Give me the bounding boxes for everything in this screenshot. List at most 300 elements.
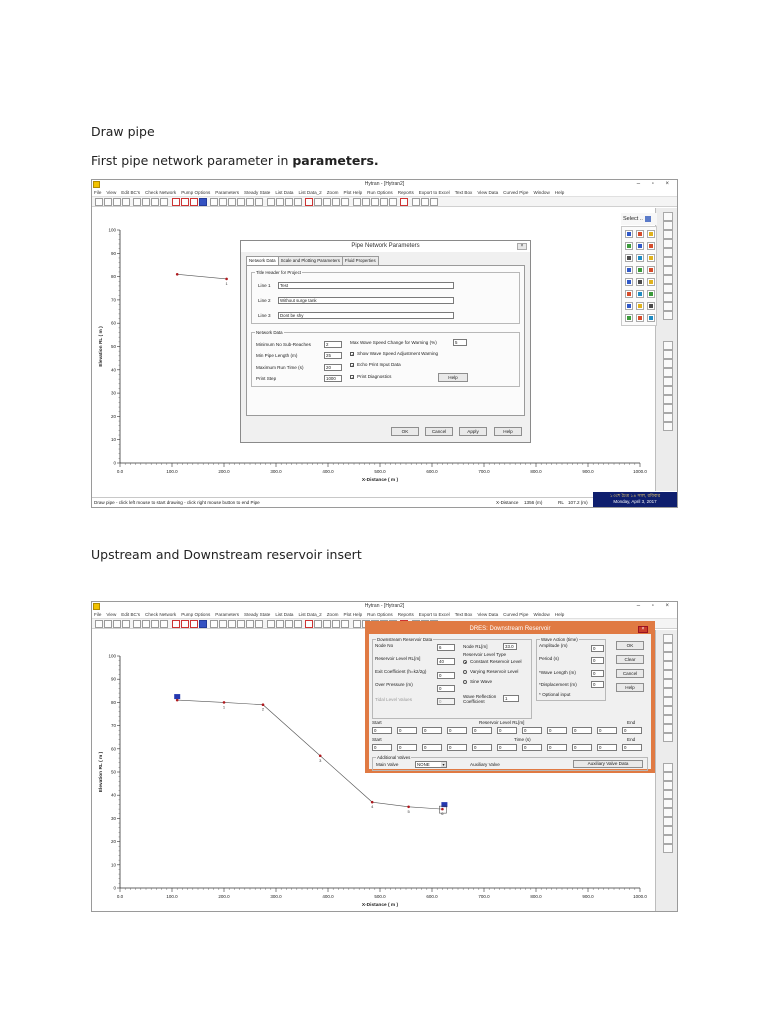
y-tick-label: 0 xyxy=(113,885,116,891)
toolbar-tool-icon[interactable] xyxy=(228,620,236,628)
window-controls[interactable]: – ▫ × xyxy=(636,181,674,187)
line3-field[interactable]: Dont be shy xyxy=(278,312,454,319)
toolbar-tool-icon[interactable] xyxy=(389,198,397,206)
toolbar-tool-icon[interactable] xyxy=(332,198,340,206)
palette-element-icon[interactable] xyxy=(625,254,633,262)
y-tick-label: 30 xyxy=(110,815,116,821)
table-cell[interactable]: 0 xyxy=(522,744,542,751)
menu-item[interactable]: Pump Options xyxy=(181,612,211,617)
main-valve-select[interactable]: NONE ▾ xyxy=(415,761,447,768)
toolbar-tool-icon[interactable] xyxy=(294,620,302,628)
y-tick-label: 80 xyxy=(110,699,116,705)
toolbar-tool-icon[interactable] xyxy=(181,198,189,206)
print-diagnostics-label: Print Diagnostics xyxy=(357,374,392,379)
toolbar-tool-icon[interactable] xyxy=(314,198,322,206)
side-tool-icon[interactable] xyxy=(663,212,673,221)
toolbar-tool-icon[interactable] xyxy=(181,620,189,628)
toolbar-tool-icon[interactable] xyxy=(380,198,388,206)
side-tool-icon[interactable] xyxy=(663,257,673,266)
side-tool-icon[interactable] xyxy=(663,275,673,284)
menu-item[interactable]: Run Options xyxy=(367,612,393,617)
menu-item[interactable]: View xyxy=(106,190,117,195)
x-tick-label: 200.0 xyxy=(218,894,230,899)
group-title: Network Data xyxy=(256,330,283,335)
cancel-button[interactable]: Cancel xyxy=(425,427,453,436)
x-tick-label: 100.0 xyxy=(166,469,178,474)
palette-element-icon[interactable] xyxy=(636,278,644,286)
print-step-label: Print Step xyxy=(256,376,277,381)
y-tick-label: 40 xyxy=(110,367,116,373)
toolbar-tool-icon[interactable] xyxy=(255,620,263,628)
side-tool-icon[interactable] xyxy=(663,248,673,257)
palette-element-icon[interactable] xyxy=(647,290,655,298)
menu-item[interactable]: Help xyxy=(554,612,565,617)
network-data-group xyxy=(251,332,520,387)
tab-pane xyxy=(246,265,525,416)
menu-item[interactable]: Zoom xyxy=(326,190,339,195)
toolbar-tool-icon[interactable] xyxy=(332,620,340,628)
ok-button[interactable]: OK xyxy=(391,427,419,436)
toolbar-tool-icon[interactable] xyxy=(151,198,159,206)
toolbar-tool-icon[interactable] xyxy=(228,198,236,206)
palette-glyph-icon xyxy=(649,232,653,236)
toolbar-tool-icon[interactable] xyxy=(353,620,361,628)
table-cell[interactable]: 0 xyxy=(622,744,642,751)
palette-element-icon[interactable] xyxy=(636,242,644,250)
wave-reflection-field[interactable]: 1 xyxy=(503,695,519,702)
toolbar-tool-icon[interactable] xyxy=(314,620,322,628)
toolbar-tool-icon[interactable] xyxy=(400,198,408,206)
table-cell[interactable]: 0 xyxy=(572,744,592,751)
node-label: 4 xyxy=(371,804,374,810)
x-tick-label: 100.0 xyxy=(166,894,178,899)
title-header-group xyxy=(251,272,520,324)
side-tool-icon[interactable] xyxy=(663,781,673,790)
menu-item[interactable]: Check Network xyxy=(145,612,177,617)
toolbar-tool-icon[interactable] xyxy=(113,198,121,206)
toolbar-tool-icon[interactable] xyxy=(122,620,130,628)
palette-glyph-icon xyxy=(627,268,631,272)
palette-glyph-icon xyxy=(638,304,642,308)
toolbar-tool-icon[interactable] xyxy=(122,198,130,206)
side-tool-icon[interactable] xyxy=(663,368,673,377)
side-tool-icon[interactable] xyxy=(663,679,673,688)
max-run-time-field[interactable]: 20 xyxy=(324,364,342,371)
tidal-level-field[interactable]: 0 xyxy=(437,698,455,705)
pipe-node xyxy=(223,701,226,704)
palette-element-icon[interactable] xyxy=(625,230,633,238)
y-tick-label: 30 xyxy=(110,390,116,396)
y-tick-label: 50 xyxy=(110,769,116,775)
toolbar-tool-icon[interactable] xyxy=(341,620,349,628)
cancel-button[interactable]: Cancel xyxy=(616,669,644,678)
table-cell[interactable]: 0 xyxy=(622,727,642,734)
menu-item[interactable]: List Data xyxy=(275,190,294,195)
palette-element-icon[interactable] xyxy=(647,254,655,262)
side-tool-icon[interactable] xyxy=(663,835,673,844)
palette-element-icon[interactable] xyxy=(636,254,644,262)
menu-item[interactable]: Export to Excel xyxy=(418,612,450,617)
reservoir-level-field[interactable]: 40 xyxy=(437,658,455,665)
menu-item[interactable]: Steady State xyxy=(244,612,271,617)
toolbar-tool-icon[interactable] xyxy=(255,198,263,206)
toolbar-tool-icon[interactable] xyxy=(267,198,275,206)
menu-item[interactable]: Reports xyxy=(397,190,414,195)
toolbar-tool-icon[interactable] xyxy=(190,198,198,206)
group-title: Wave Action (time) xyxy=(541,637,578,642)
toolbar-tool-icon[interactable] xyxy=(246,620,254,628)
toolbar-tool-icon[interactable] xyxy=(285,620,293,628)
side-tool-icon[interactable] xyxy=(663,844,673,853)
toolbar xyxy=(92,196,677,207)
palette-element-icon[interactable] xyxy=(636,290,644,298)
toolbar-tool-icon[interactable] xyxy=(160,620,168,628)
toolbar-tool-icon[interactable] xyxy=(276,620,284,628)
toolbar-tool-icon[interactable] xyxy=(305,620,313,628)
menu-item[interactable]: Check Network xyxy=(145,190,177,195)
palette-element-icon[interactable] xyxy=(647,230,655,238)
tab-fluid-properties[interactable]: Fluid Properties xyxy=(342,256,379,265)
side-tool-icon[interactable] xyxy=(663,311,673,320)
menu-item[interactable]: Plot Help xyxy=(343,612,363,617)
menu-item[interactable]: List Data xyxy=(275,612,294,617)
heading-draw-pipe: Draw pipe xyxy=(91,124,155,139)
menu-item[interactable]: View xyxy=(106,612,117,617)
palette-glyph-icon xyxy=(649,268,653,272)
echo-print-checkbox[interactable]: ✓ xyxy=(351,363,355,368)
menu-item[interactable]: Run Options xyxy=(367,190,393,195)
period-field[interactable]: 0 xyxy=(591,657,604,664)
toolbar-tool-icon[interactable] xyxy=(142,198,150,206)
side-tool-icon[interactable] xyxy=(663,772,673,781)
palette-glyph-icon xyxy=(649,292,653,296)
toolbar-tool-icon[interactable] xyxy=(237,620,245,628)
x-tick-label: 400.0 xyxy=(322,469,334,474)
chevron-down-icon[interactable]: ▾ xyxy=(442,762,445,767)
palette-element-icon[interactable] xyxy=(625,266,633,274)
palette-glyph-icon xyxy=(649,280,653,284)
x-tick-label: 800.0 xyxy=(530,894,542,899)
toolbar-tool-icon[interactable] xyxy=(104,620,112,628)
menu-item[interactable]: View Data xyxy=(477,612,499,617)
side-tool-icon[interactable] xyxy=(663,661,673,670)
side-tool-icon[interactable] xyxy=(663,422,673,431)
menu-item[interactable]: File xyxy=(94,612,102,617)
table-cell[interactable]: 0 xyxy=(422,727,442,734)
start-label: Start xyxy=(372,720,382,725)
table-cell[interactable]: 0 xyxy=(397,727,417,734)
side-tool-icon[interactable] xyxy=(663,230,673,239)
menu-item[interactable]: Pump Options xyxy=(181,190,211,195)
palette-element-icon[interactable] xyxy=(647,242,655,250)
over-pressure-field[interactable]: 0 xyxy=(437,685,455,692)
select-label[interactable]: Select .. xyxy=(621,213,657,225)
menu-item[interactable]: Window xyxy=(533,612,550,617)
palette-element-icon[interactable] xyxy=(636,230,644,238)
menu-item[interactable]: Curved Pipe xyxy=(503,190,529,195)
min-sub-reaches-field[interactable]: 2 xyxy=(324,341,342,348)
palette-element-icon[interactable] xyxy=(625,278,633,286)
help-button[interactable]: Help xyxy=(494,427,522,436)
varying-level-radio[interactable] xyxy=(463,670,467,674)
pipe-node xyxy=(176,273,179,276)
x-tick-label: 700.0 xyxy=(478,894,490,899)
side-tool-icon[interactable] xyxy=(663,697,673,706)
table-cell[interactable]: 0 xyxy=(422,744,442,751)
x-axis-title: X-Distance ( m ) xyxy=(361,478,399,483)
main-valve-label: Main Valve xyxy=(376,762,399,767)
y-tick-label: 10 xyxy=(110,437,116,443)
toolbar-tool-icon[interactable] xyxy=(412,198,420,206)
node-rl-field[interactable]: 33.0 xyxy=(503,643,517,650)
side-tool-icon[interactable] xyxy=(663,284,673,293)
tab-network-data[interactable]: Network Data xyxy=(246,256,279,265)
menu-item[interactable]: Reports xyxy=(397,612,414,617)
node-label: 5 xyxy=(407,808,410,814)
side-tool-icon[interactable] xyxy=(663,688,673,697)
side-tool-icon[interactable] xyxy=(663,817,673,826)
side-tool-icon[interactable] xyxy=(663,221,673,230)
dialog-title: Pipe Network Parameters × xyxy=(241,241,530,252)
side-tool-icon[interactable] xyxy=(663,404,673,413)
line2-field[interactable]: Without surge tank xyxy=(278,297,454,304)
y-tick-label: 40 xyxy=(110,792,116,798)
close-icon[interactable]: × xyxy=(638,626,648,633)
toolbar-tool-icon[interactable] xyxy=(210,198,218,206)
menu-item[interactable]: Parameters xyxy=(215,190,240,195)
table-cell[interactable]: 0 xyxy=(522,727,542,734)
paragraph-parameters xyxy=(91,153,379,168)
table-cell[interactable]: 0 xyxy=(547,744,567,751)
side-tool-icon[interactable] xyxy=(663,377,673,386)
wave-length-field[interactable]: 0 xyxy=(591,670,604,677)
min-pipe-length-field[interactable]: 25 xyxy=(324,352,342,359)
table-cell[interactable]: 0 xyxy=(372,744,392,751)
toolbar-tool-icon[interactable] xyxy=(95,198,103,206)
side-tool-icon[interactable] xyxy=(663,790,673,799)
toolbar-tool-icon[interactable] xyxy=(276,198,284,206)
toolbar-tool-icon[interactable] xyxy=(172,198,180,206)
palette-glyph-icon xyxy=(649,244,653,248)
toolbar-tool-icon[interactable] xyxy=(210,620,218,628)
table-cell[interactable]: 0 xyxy=(447,744,467,751)
right-tool-panel xyxy=(655,208,677,491)
palette-element-icon[interactable] xyxy=(636,266,644,274)
palette-glyph-icon xyxy=(638,244,642,248)
palette-element-icon[interactable] xyxy=(636,302,644,310)
pipe-network-parameters-dialog xyxy=(240,240,531,443)
toolbar-tool-icon[interactable] xyxy=(246,198,254,206)
table-cell[interactable]: 0 xyxy=(597,744,617,751)
palette-element-icon[interactable] xyxy=(625,302,633,310)
toolbar-tool-icon[interactable] xyxy=(133,198,141,206)
toolbar-tool-icon[interactable] xyxy=(294,198,302,206)
menu-item[interactable]: Help xyxy=(554,190,565,195)
menu-item[interactable]: Curved Pipe xyxy=(503,612,529,617)
table-cell[interactable]: 0 xyxy=(472,727,492,734)
side-tool-icon[interactable] xyxy=(663,706,673,715)
echo-print-label: Echo Print Input Data xyxy=(357,362,401,367)
side-tool-icon[interactable] xyxy=(663,302,673,311)
side-tool-icon[interactable] xyxy=(663,350,673,359)
side-tool-icon[interactable] xyxy=(663,395,673,404)
app-icon xyxy=(93,181,100,188)
date-english: Monday, April 3, 2017 xyxy=(613,499,657,504)
amplitude-field[interactable]: 0 xyxy=(591,645,604,652)
palette-element-icon[interactable] xyxy=(647,314,655,322)
toolbar-tool-icon[interactable] xyxy=(323,620,331,628)
toolbar-tool-icon[interactable] xyxy=(430,198,438,206)
side-tool-icon[interactable] xyxy=(663,715,673,724)
print-diagnostics-checkbox[interactable]: ✓ xyxy=(351,375,355,380)
toolbar-tool-icon[interactable] xyxy=(104,198,112,206)
toolbar-tool-icon[interactable] xyxy=(353,198,361,206)
help-button[interactable]: Help xyxy=(616,683,644,692)
toolbar-tool-icon[interactable] xyxy=(160,198,168,206)
menu-item[interactable]: View Data xyxy=(477,190,499,195)
side-tool-icon[interactable] xyxy=(663,826,673,835)
toolbar-tool-icon[interactable] xyxy=(285,198,293,206)
table-cell[interactable]: 0 xyxy=(397,744,417,751)
toolbar-tool-icon[interactable] xyxy=(341,198,349,206)
toolbar-tool-icon[interactable] xyxy=(219,620,227,628)
wave-length-label: *Wave Length (m) xyxy=(539,670,576,675)
app-icon xyxy=(93,603,100,610)
toolbar-tool-icon[interactable] xyxy=(219,198,227,206)
menu-item[interactable]: Plot Help xyxy=(343,190,363,195)
toolbar-tool-icon[interactable] xyxy=(267,620,275,628)
side-tool-icon[interactable] xyxy=(663,293,673,302)
toolbar-tool-icon[interactable] xyxy=(113,620,121,628)
menu-item[interactable]: Edit BC's xyxy=(121,190,141,195)
menu-item[interactable]: Text Box xyxy=(454,190,473,195)
side-tool-icon[interactable] xyxy=(663,239,673,248)
pipe-node xyxy=(371,801,374,804)
side-tool-icon[interactable] xyxy=(663,808,673,817)
sine-wave-radio[interactable] xyxy=(463,680,467,684)
table-cell[interactable]: 0 xyxy=(447,727,467,734)
menu-item[interactable]: Parameters xyxy=(215,612,240,617)
menu-item[interactable]: List Data_2 xyxy=(298,612,322,617)
toolbar-tool-icon[interactable] xyxy=(323,198,331,206)
menu-item[interactable]: Export to Excel xyxy=(418,190,450,195)
palette-glyph-icon xyxy=(649,256,653,260)
x-tick-label: 900.0 xyxy=(582,469,594,474)
side-tool-icon[interactable] xyxy=(663,643,673,652)
palette-element-icon[interactable] xyxy=(647,278,655,286)
displacement-field[interactable]: 0 xyxy=(591,681,604,688)
toolbar-tool-icon[interactable] xyxy=(95,620,103,628)
line1-field[interactable]: Test xyxy=(278,282,454,289)
aux-valve-data-button[interactable]: Auxiliary Valve Data xyxy=(573,760,643,768)
wave-speed-field[interactable]: 5 xyxy=(453,339,467,346)
print-step-field[interactable]: 1000 xyxy=(324,375,342,382)
node-no-label: Node No xyxy=(375,643,394,648)
toolbar-tool-icon[interactable] xyxy=(199,198,207,206)
side-tool-icon[interactable] xyxy=(663,799,673,808)
toolbar-tool-icon[interactable] xyxy=(305,198,313,206)
y-tick-label: 90 xyxy=(110,250,116,256)
toolbar-tool-icon[interactable] xyxy=(190,620,198,628)
x-tick-label: 1000.0 xyxy=(633,894,647,899)
toolbar-tool-icon[interactable] xyxy=(142,620,150,628)
side-tool-icon[interactable] xyxy=(663,724,673,733)
table-cell[interactable]: 0 xyxy=(372,727,392,734)
side-tool-icon[interactable] xyxy=(663,386,673,395)
toolbar-tool-icon[interactable] xyxy=(151,620,159,628)
palette-element-icon[interactable] xyxy=(625,314,633,322)
palette-element-icon[interactable] xyxy=(625,242,633,250)
window-controls[interactable]: – ▫ × xyxy=(636,603,674,609)
toolbar-tool-icon[interactable] xyxy=(421,198,429,206)
table-cell[interactable]: 0 xyxy=(597,727,617,734)
palette-element-icon[interactable] xyxy=(647,266,655,274)
window-title: Hytran - [Hytran2] xyxy=(364,181,405,187)
show-warning-checkbox[interactable]: ✓ xyxy=(351,352,355,357)
y-tick-label: 60 xyxy=(110,320,116,326)
close-icon[interactable]: × xyxy=(517,243,527,250)
menu-item[interactable]: List Data_2 xyxy=(298,190,322,195)
x-tick-label: 900.0 xyxy=(582,894,594,899)
y-axis-title: Elevation RL ( m ) xyxy=(99,751,104,793)
x-tick-label: 200.0 xyxy=(218,469,230,474)
clear-button[interactable]: Clear xyxy=(616,655,644,664)
toolbar-tool-icon[interactable] xyxy=(371,198,379,206)
menu-item[interactable]: Zoom xyxy=(326,612,339,617)
toolbar-tool-icon[interactable] xyxy=(199,620,207,628)
palette-glyph-icon xyxy=(638,268,642,272)
toolbar-tool-icon[interactable] xyxy=(172,620,180,628)
side-tool-icon[interactable] xyxy=(663,266,673,275)
group-title: Additional Valves xyxy=(377,755,411,760)
table-cell[interactable]: 0 xyxy=(497,744,517,751)
side-tool-icon[interactable] xyxy=(663,763,673,772)
table-cell[interactable]: 0 xyxy=(547,727,567,734)
end-label-1: End xyxy=(627,720,636,725)
help-inner-button[interactable]: Help xyxy=(438,373,468,382)
side-tool-icon[interactable] xyxy=(663,652,673,661)
tab-scale-plotting[interactable]: Scale and Plotting Parameters xyxy=(278,256,343,265)
constant-level-radio[interactable] xyxy=(463,660,467,664)
palette-element-icon[interactable] xyxy=(625,290,633,298)
palette-menu-icon[interactable] xyxy=(645,216,651,222)
side-tool-icon[interactable] xyxy=(663,341,673,350)
apply-button[interactable]: Apply xyxy=(459,427,487,436)
table-cell[interactable]: 0 xyxy=(497,727,517,734)
table-cell[interactable]: 0 xyxy=(572,727,592,734)
side-tool-icon[interactable] xyxy=(663,634,673,643)
table-cell[interactable]: 0 xyxy=(472,744,492,751)
menu-item[interactable]: Edit BC's xyxy=(121,612,141,617)
toolbar-tool-icon[interactable] xyxy=(237,198,245,206)
toolbar-tool-icon[interactable] xyxy=(362,198,370,206)
node-no-field[interactable]: 6 xyxy=(437,644,455,651)
menu-item[interactable]: Steady State xyxy=(244,190,271,195)
menu-item[interactable]: Window xyxy=(533,190,550,195)
palette-element-icon[interactable] xyxy=(636,314,644,322)
palette-glyph-icon xyxy=(627,292,631,296)
menu-item[interactable]: File xyxy=(94,190,102,195)
side-tool-icon[interactable] xyxy=(663,733,673,742)
toolbar-tool-icon[interactable] xyxy=(133,620,141,628)
palette-element-icon[interactable] xyxy=(647,302,655,310)
menu-item[interactable]: Text Box xyxy=(454,612,473,617)
side-tool-icon[interactable] xyxy=(663,359,673,368)
exit-coefficient-field[interactable]: 0 xyxy=(437,672,455,679)
side-tool-icon[interactable] xyxy=(663,413,673,422)
side-tool-icon[interactable] xyxy=(663,670,673,679)
ok-button[interactable]: OK xyxy=(616,641,644,650)
